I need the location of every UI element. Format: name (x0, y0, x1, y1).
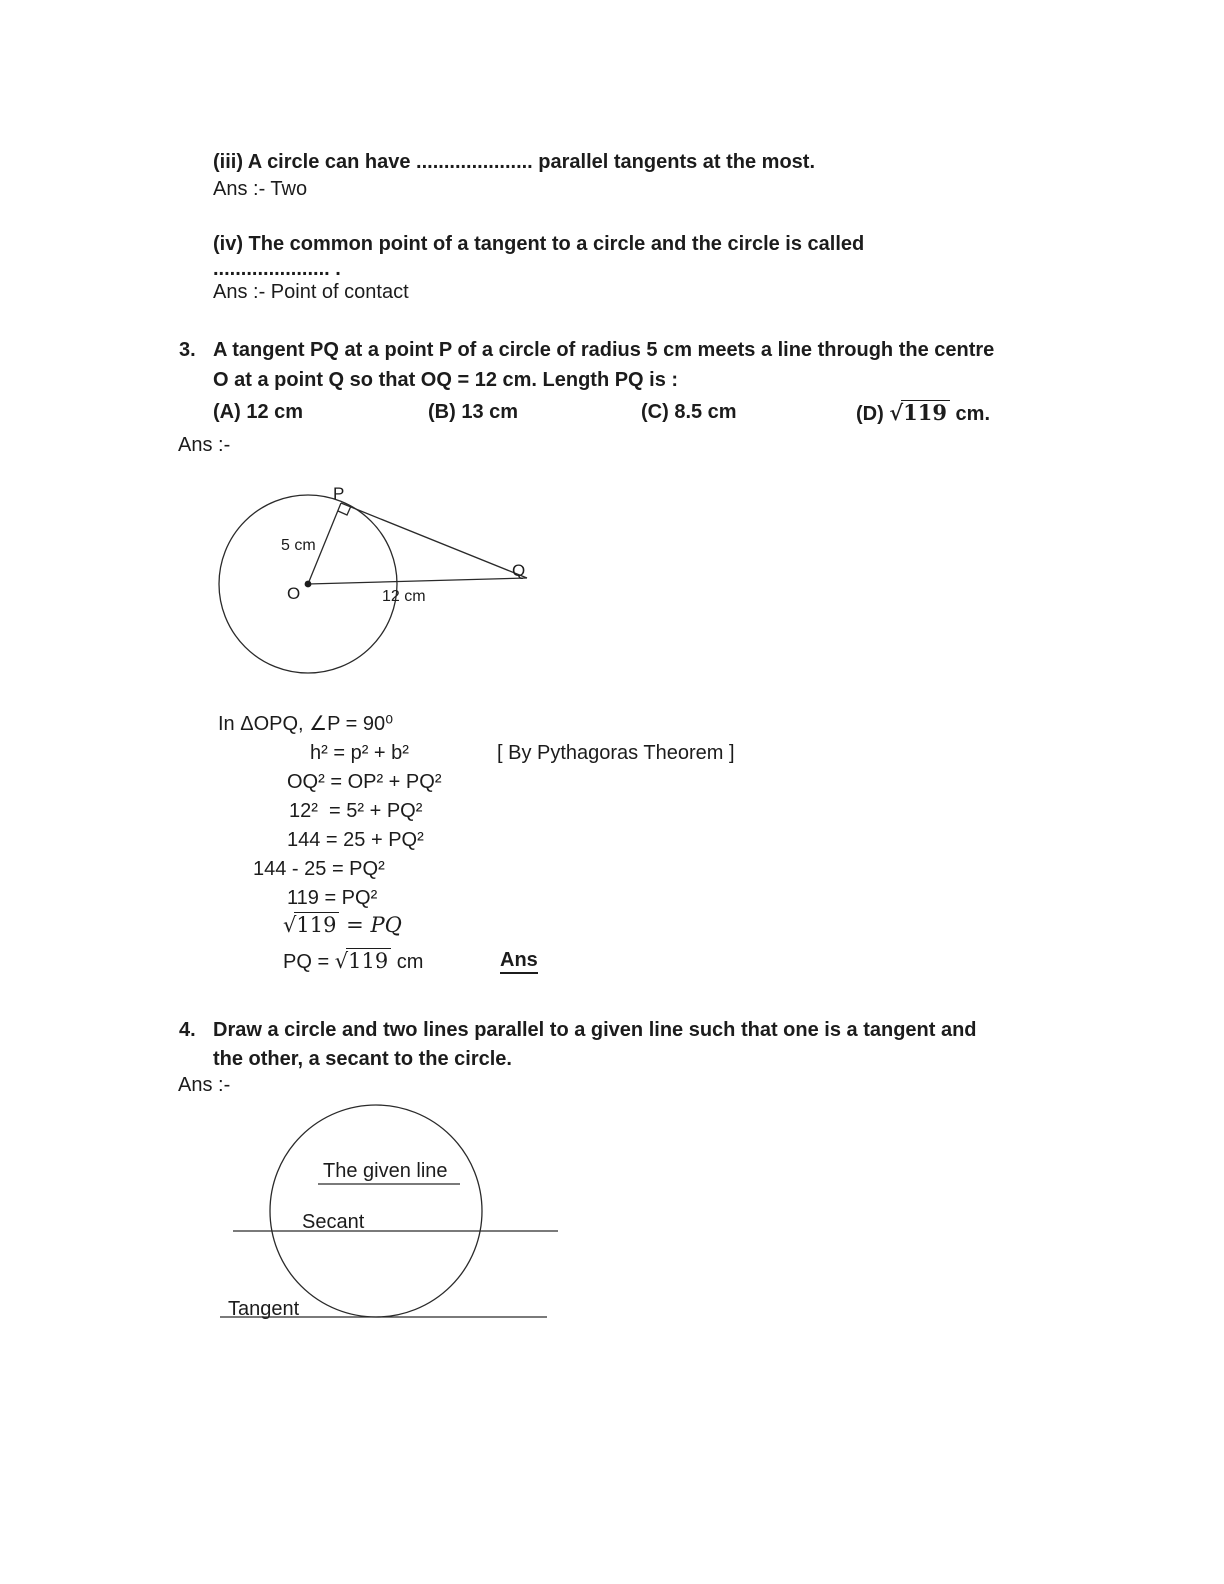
question-iii-answer: Ans :- Two (213, 178, 308, 200)
tangent-circle-diagram (150, 455, 570, 695)
right-angle-marker (338, 506, 351, 515)
question-4-number: 4. (179, 1019, 196, 1041)
question-4-line1: Draw a circle and two lines parallel to a given line such that one is a tangent and (213, 1019, 977, 1041)
label-o: O (287, 584, 301, 603)
label-oq-12cm: 12 cm (382, 588, 426, 605)
radical-119: √119 (335, 949, 391, 973)
radical-sign: √ (889, 400, 904, 425)
question-iv-text: (iv) The common point of a tangent to a circle and the circle is called (213, 233, 865, 255)
question-iv-answer: Ans :- Point of contact (213, 281, 409, 303)
question-4-line2: the other, a secant to the circle. (213, 1048, 512, 1070)
working-line-8: √119 = PQ (283, 913, 402, 937)
working-line-1: In ΔOPQ, ∠P = 90⁰ (218, 713, 394, 735)
label-tangent: Tangent (228, 1298, 300, 1320)
option-c: (C) 8.5 cm (641, 401, 737, 423)
option-d-radical: √119 (889, 400, 950, 425)
working-line-6: 144 - 25 = PQ² (253, 858, 385, 880)
label-q: Q (512, 561, 526, 580)
working-line-2: h² = p² + b² (310, 742, 409, 764)
line-oq (308, 578, 527, 584)
label-secant: Secant (302, 1211, 365, 1233)
question-3-number: 3. (179, 339, 196, 361)
question-4-ans-label: Ans :- (178, 1074, 231, 1096)
secant-tangent-diagram (200, 1095, 600, 1330)
radical-119: √119 (283, 913, 339, 937)
working-line-5: 144 = 25 + PQ² (287, 829, 424, 851)
option-a: (A) 12 cm (213, 401, 304, 423)
option-b: (B) 13 cm (428, 401, 519, 423)
label-p: P (333, 484, 345, 503)
option-d-prefix: (D) (856, 403, 890, 425)
working-line-3: OQ² = OP² + PQ² (287, 771, 442, 793)
working-line-2-note: [ By Pythagoras Theorem ] (497, 742, 735, 764)
working-line-9: PQ = √119 cm (283, 949, 424, 973)
question-3-ans-label: Ans :- (178, 434, 231, 456)
pq-italic: PQ (370, 913, 402, 937)
question-3-line2: O at a point Q so that OQ = 12 cm. Length PQ is : (213, 369, 679, 391)
label-given-line: The given line (323, 1160, 448, 1182)
question-iv-blank-dots: ..................... . (213, 258, 341, 280)
center-dot (305, 581, 312, 588)
question-iii-text: (iii) A circle can have ..................... parallel tangents at the most. (213, 151, 816, 173)
question-3-line1: A tangent PQ at a point P of a circle of radius 5 cm meets a line through the centre (213, 339, 995, 361)
working-line-7: 119 = PQ² (287, 887, 378, 909)
option-d-suffix: cm. (949, 403, 991, 425)
tangent-line-pq (341, 503, 527, 578)
working-line-4: 12² = 5² + PQ² (289, 800, 423, 822)
option-d (856, 400, 990, 426)
working-ans-label: Ans (500, 948, 538, 972)
label-radius-5cm: 5 cm (281, 537, 316, 554)
